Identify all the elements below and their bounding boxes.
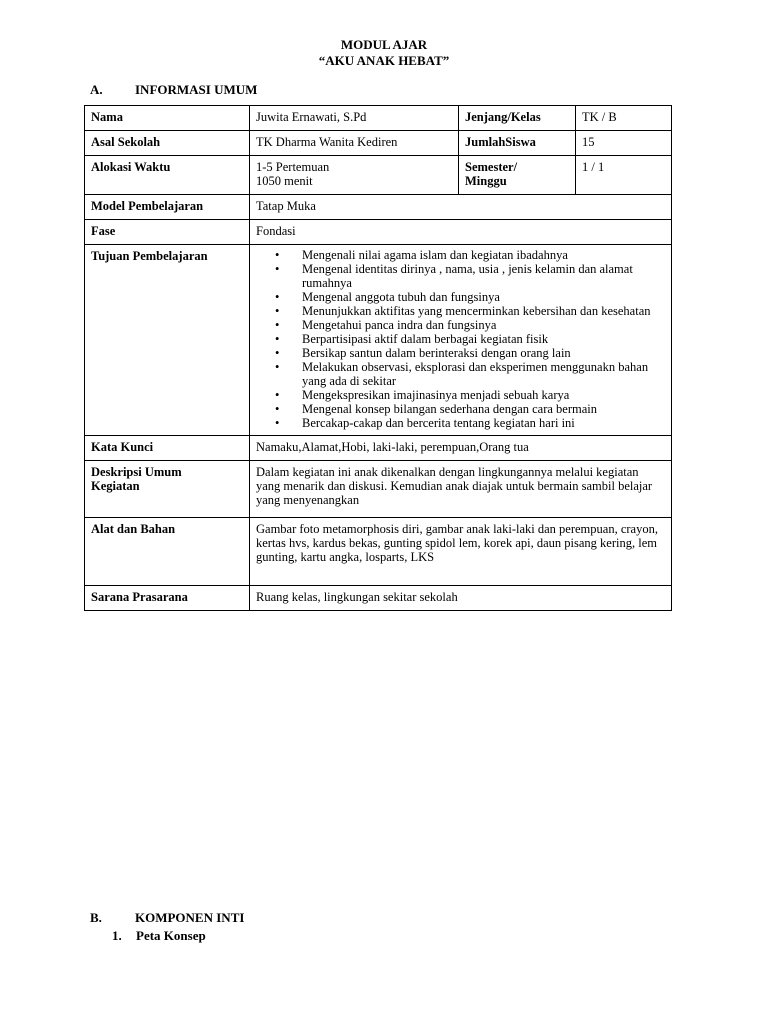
list-item: • Mengenal identitas dirinya , nama, usia , jenis kelamin dan alamat rumahnya: [302, 262, 665, 290]
value-asal-sekolah: TK Dharma Wanita Kediren: [250, 131, 459, 156]
list-item: • Menunjukkan aktifitas yang mencerminkan kebersihan dan kesehatan: [302, 304, 665, 318]
goals-list: [256, 248, 665, 430]
label-alokasi-waktu: Alokasi Waktu: [85, 156, 250, 195]
label-alat-bahan: Alat dan Bahan: [85, 518, 250, 586]
section-b-letter: B.: [90, 910, 102, 925]
value-jenjang: TK / B: [576, 106, 672, 131]
value-sarana: Ruang kelas, lingkungan sekitar sekolah: [250, 586, 672, 611]
value-alat-bahan: Gambar foto metamorphosis diri, gambar anak laki-laki dan perempuan, crayon, kertas hvs, kardus bekas, gunting spidol lem, korek api, daun pisang kering, lem gunting, kartu angka, losparts, LKS: [250, 518, 672, 586]
label-semester: [459, 156, 576, 195]
section-a-heading: [90, 82, 257, 98]
module-title: “AKU ANAK HEBAT”: [318, 53, 450, 68]
list-item: • Berpartisipasi aktif dalam berbagai kegiatan fisik: [302, 332, 665, 346]
label-semester-line2: Minggu: [465, 174, 507, 188]
label-sarana: Sarana Prasarana: [85, 586, 250, 611]
list-item: • Bersikap santun dalam berinteraksi dengan orang lain: [302, 346, 665, 360]
label-model: Model Pembelajaran: [85, 195, 250, 220]
label-semester-line1: Semester/: [465, 160, 518, 174]
value-jumlah-siswa: 15: [576, 131, 672, 156]
value-fase: Fondasi: [250, 220, 672, 245]
label-deskripsi-line1: Deskripsi Umum: [91, 465, 182, 479]
subsection-title: Peta Konsep: [136, 928, 206, 943]
list-item: • Mengenal anggota tubuh dan fungsinya: [302, 290, 665, 304]
label-nama: Nama: [85, 106, 250, 131]
alokasi-menit: 1050 menit: [256, 174, 313, 188]
label-deskripsi: [85, 461, 250, 518]
label-fase: Fase: [85, 220, 250, 245]
label-asal-sekolah: Asal Sekolah: [85, 131, 250, 156]
section-b-title: KOMPONEN INTI: [135, 910, 245, 925]
value-nama: Juwita Ernawati, S.Pd: [250, 106, 459, 131]
list-item: • Bercakap-cakap dan bercerita tentang kegiatan hari ini: [302, 416, 665, 430]
label-deskripsi-line2: Kegiatan: [91, 479, 140, 493]
value-kata-kunci: Namaku,Alamat,Hobi, laki-laki, perempuan,Orang tua: [250, 436, 672, 461]
label-kata-kunci: Kata Kunci: [85, 436, 250, 461]
alokasi-pertemuan: 1-5 Pertemuan: [256, 160, 330, 174]
subsection-number: 1.: [112, 928, 122, 943]
list-item: • Mengenali nilai agama islam dan kegiatan ibadahnya: [302, 248, 665, 262]
section-a-title: INFORMASI UMUM: [135, 82, 258, 97]
list-item: • Mengenal konsep bilangan sederhana dengan cara bermain: [302, 402, 665, 416]
section-a-letter: A.: [90, 82, 103, 97]
value-model: Tatap Muka: [250, 195, 672, 220]
label-jenjang: Jenjang/Kelas: [459, 106, 576, 131]
value-alokasi-waktu: [250, 156, 459, 195]
value-semester: 1 / 1: [576, 156, 672, 195]
list-item: • Melakukan observasi, eksplorasi dan eksperimen menggunakn bahan yang ada di sekitar: [302, 360, 665, 388]
label-jumlah-siswa: JumlahSiswa: [459, 131, 576, 156]
info-table: [84, 105, 672, 611]
value-tujuan: [250, 245, 672, 436]
subsection-peta-konsep: [112, 928, 206, 944]
document-title: MODUL AJAR: [340, 37, 428, 52]
list-item: • Mengekspresikan imajinasinya menjadi sebuah karya: [302, 388, 665, 402]
value-deskripsi: Dalam kegiatan ini anak dikenalkan dengan lingkungannya melalui kegiatan yang menarik dan diskusi. Kemudian anak diajak untuk bermain sambil belajar yang menyenangkan: [250, 461, 672, 518]
label-tujuan: Tujuan Pembelajaran: [85, 245, 250, 436]
section-b-heading: [90, 910, 244, 926]
list-item: • Mengetahui panca indra dan fungsinya: [302, 318, 665, 332]
